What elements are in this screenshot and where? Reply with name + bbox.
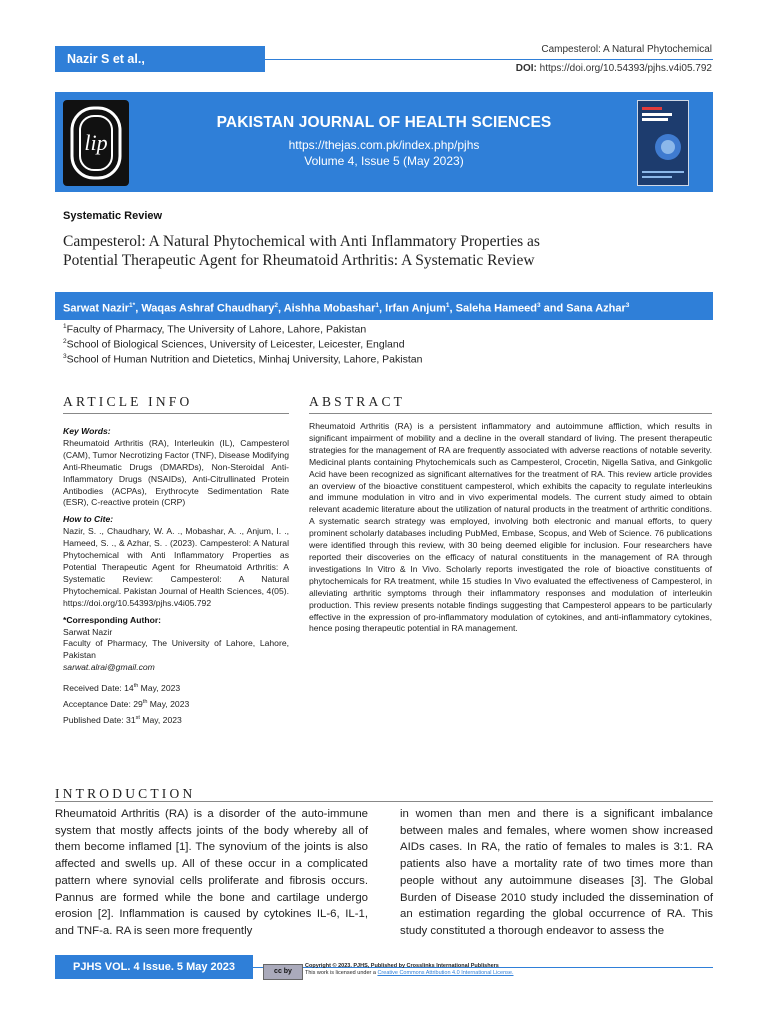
header-divider	[265, 59, 713, 60]
abstract-text: Rheumatoid Arthritis (RA) is a persistent inflammatory and autoimmune affliction, which results in significant impairment of mobility and a decline in the overall standard of living. The present therapeutic strategies for the management of RA are frequently associated with adverse reactions of notable severity. Medicinal plants containing Phytochemicals such as Campesterol, Crocetin, Nigella Sativa, and Ginkgolic Acid have been recognized as significant alternatives for the treatment of RA. This review article provides an overview of the bioactive constituent campesterol, which exhibits the capacity to regulate interleukins and immune modulation in vitro and in vivo experimental models. The current study aimed to obtain relevant academic literature about the utilization of natural products in the treatment of arthritic conditions. A systematic search strategy was employed, involving both electronic and manual efforts, to query prominent scholarly databases including PubMed, Embase, Scopus, and Web of Science. 76 publications were identified through this review, with 30 being deemed eligible for inclusion. Four researchers have reported their discoveries on the efficacy of natural constituents in the management of RA through investigations In Vitro & In Vivo. Scholarly reports investigated the role of bioactive constituents of phytochemicals for RA treatment, while 15 studies In Vivo evaluated the effectiveness of Campesterol, in alleviating arthritic symptoms through their inflammatory responses and modulation of interleukin production. This review presents notable findings suggesting that Campesterol appears to be particularly effective in the expression of pro-inflammatory modulation of cytokines, and anti-inflammatory cytokines, hence posing therapeutic potential in RA management.	[309, 421, 712, 634]
aff-text: School of Human Nutrition and Dietetics, Minhaj University, Lahore, Pakistan	[66, 353, 423, 366]
accepted-suffix: May, 2023	[147, 698, 190, 709]
cc-license-icon[interactable]: cc by	[263, 964, 303, 980]
corresponding-email[interactable]: sarwat.alrai@gmail.com	[63, 662, 155, 673]
article-type: Systematic Review	[63, 210, 163, 222]
key-words-label: Key Words:	[63, 426, 111, 436]
received-date	[63, 681, 289, 695]
introduction-divider	[55, 801, 713, 802]
article-info-divider	[63, 413, 289, 414]
corresponding-affiliation: Faculty of Pharmacy, The University of Lahore, Lahore, Pakistan	[63, 638, 289, 661]
abstract-heading: ABSTRACT	[309, 394, 406, 409]
corresponding-label: *Corresponding Author:	[63, 614, 162, 625]
received-prefix: Received Date: 14	[63, 682, 134, 693]
accepted-prefix: Acceptance Date: 29	[63, 698, 143, 709]
journal-url[interactable]: https://thejas.com.pk/index.php/pjhs	[288, 138, 480, 152]
author-sup: 2	[274, 302, 278, 309]
abstract-divider	[309, 413, 712, 414]
license-line	[305, 970, 514, 977]
author-sup: 3	[625, 302, 630, 309]
received-sup: th	[133, 683, 139, 690]
aff-text: Faculty of Pharmacy, The University of Lahore, Lahore, Pakistan	[66, 323, 367, 336]
copyright-notice	[305, 963, 514, 977]
svg-text:lip: lip	[84, 130, 108, 155]
author-name: Aishha Mobashar	[283, 302, 376, 315]
received-suffix: May, 2023	[138, 682, 181, 693]
running-title: Campesterol: A Natural Phytochemical	[541, 44, 712, 55]
corresponding-name: Sarwat Nazir	[63, 626, 113, 637]
introduction-heading: INTRODUCTION	[55, 786, 196, 801]
authors-bar: Sarwat Nazir$^{1*}$, Waqas Ashraf Chaudhary$^2$, Aishha Mobashar$^1$, Irfan Anjum$^1$, Saleha Hameed$^3$ and Sana Azhar$^3$	[55, 292, 713, 320]
affiliation	[63, 338, 405, 351]
accepted-date	[63, 697, 289, 711]
title-line: Potential Therapeutic Agent for Rheumatoid Arthritis: A Systematic Review	[63, 252, 535, 269]
published-date	[63, 713, 289, 727]
journal-banner	[55, 92, 713, 192]
author-name: Waqas Ashraf Chaudhary	[141, 302, 275, 315]
aff-text: School of Biological Sciences, University of Leicester, Leicester, England	[66, 338, 405, 351]
article-info-column	[63, 423, 289, 726]
title-line: Campesterol: A Natural Phytochemical with Anti Inflammatory Properties as	[63, 233, 540, 250]
aff-sup: 1	[63, 323, 67, 330]
key-words: Rheumatoid Arthritis (RA), Interleukin (IL), Campesterol (CAM), Tumor Necrotizing Factor (TNF), Disease Modifying Anti-Rheumatic Drugs (DMARDs), Non-Steroidal Anti-Inflammatory Drugs (NSAIDs), Anti-Citrullinated Protein Antibodies (ACPAs), Erythrocyte Sedimentation Rate (ESR), C-reactive protein (CRP)	[63, 437, 289, 508]
how-to-cite-label: How to Cite:	[63, 514, 114, 525]
introduction-left-column: Rheumatoid Arthritis (RA) is a disorder of the auto-immune system that mostly affects joints of the body whereby all of them become inflamed [1]. The synovium of the joints is also affected and swells up. All of these occur in a complicated pattern where synovial cells proliferate and fibrosis occurs. Pannus are formed while the bone and cartilage undergo erosion [2]. Inflammation is caused by cytokines IL-6, IL-1, and TNF-a. RA is seen more frequently	[55, 808, 368, 937]
author-name: Irfan Anjum	[385, 302, 446, 315]
journal-cover-thumbnail	[637, 100, 689, 186]
published-suffix: May, 2023	[139, 714, 182, 725]
author-sup: 1	[445, 302, 450, 309]
published-sup: st	[135, 714, 140, 721]
introduction-right-column: in women than men and there is a significant imbalance between males and females, where women show increased AIDs cases. In RA, the ratio of females to males is 3:1. RA patients also have a mortality rate of two times more than people without any autoimmune diseases [3]. The Global Burden of Disease 2010 study included the dissemination of an estimation regarding the global occurrence of RA. This study constituted a thorough endeavor to assess the	[400, 808, 713, 937]
affiliation	[63, 323, 366, 336]
author-sup: 3	[536, 302, 541, 309]
license-prefix: This work is licensed under a	[305, 970, 378, 976]
author-name: Sarwat Nazir	[63, 302, 130, 315]
license-link[interactable]: Creative Commons Attribution 4.0 International License.	[377, 970, 514, 976]
affiliation	[63, 353, 422, 366]
accepted-sup: th	[142, 698, 148, 705]
author-name: Saleha Hameed	[455, 302, 537, 315]
published-prefix: Published Date: 31	[63, 714, 136, 725]
author-sup: 1	[375, 302, 380, 309]
author-name: Sana Azhar	[566, 302, 626, 315]
author-sup: 1*	[129, 302, 136, 309]
aff-sup: 2	[63, 338, 67, 345]
footer-tab: PJHS VOL. 4 Issue. 5 May 2023	[55, 955, 253, 979]
journal-name: PAKISTAN JOURNAL OF HEALTH SCIENCES	[216, 114, 552, 131]
doi-line	[516, 63, 712, 74]
copyright-line: Copyright © 2023. PJHS, Published by Crosslinks International Publishers	[305, 963, 499, 969]
article-info-heading: ARTICLE INFO	[63, 394, 193, 409]
aff-sup: 3	[63, 353, 67, 360]
author-tab: Nazir S et al.,	[55, 46, 265, 72]
article-title	[63, 232, 703, 270]
journal-volume: Volume 4, Issue 5 (May 2023)	[304, 154, 464, 168]
doi-label: DOI:	[515, 63, 537, 74]
doi-link[interactable]: https://doi.org/10.54393/pjhs.v4i05.792	[539, 63, 712, 74]
how-to-cite: Nazir, S. ., Chaudhary, W. A. ., Mobashar, A. ., Anjum, I. ., Hameed, S. ., & Azhar, S. . (2023). Campesterol: A Natural Phytochemical with Anti Inflammatory Properties as Potential Therapeutic Agent for Rheumatoid Arthritis: A Systematic Review: Campesterol: A Natural Phytochemical. Pakistan Journal of Health Sciences, 4(05). https://doi.org/10.54393/pjhs.v4i05.792	[63, 526, 289, 608]
